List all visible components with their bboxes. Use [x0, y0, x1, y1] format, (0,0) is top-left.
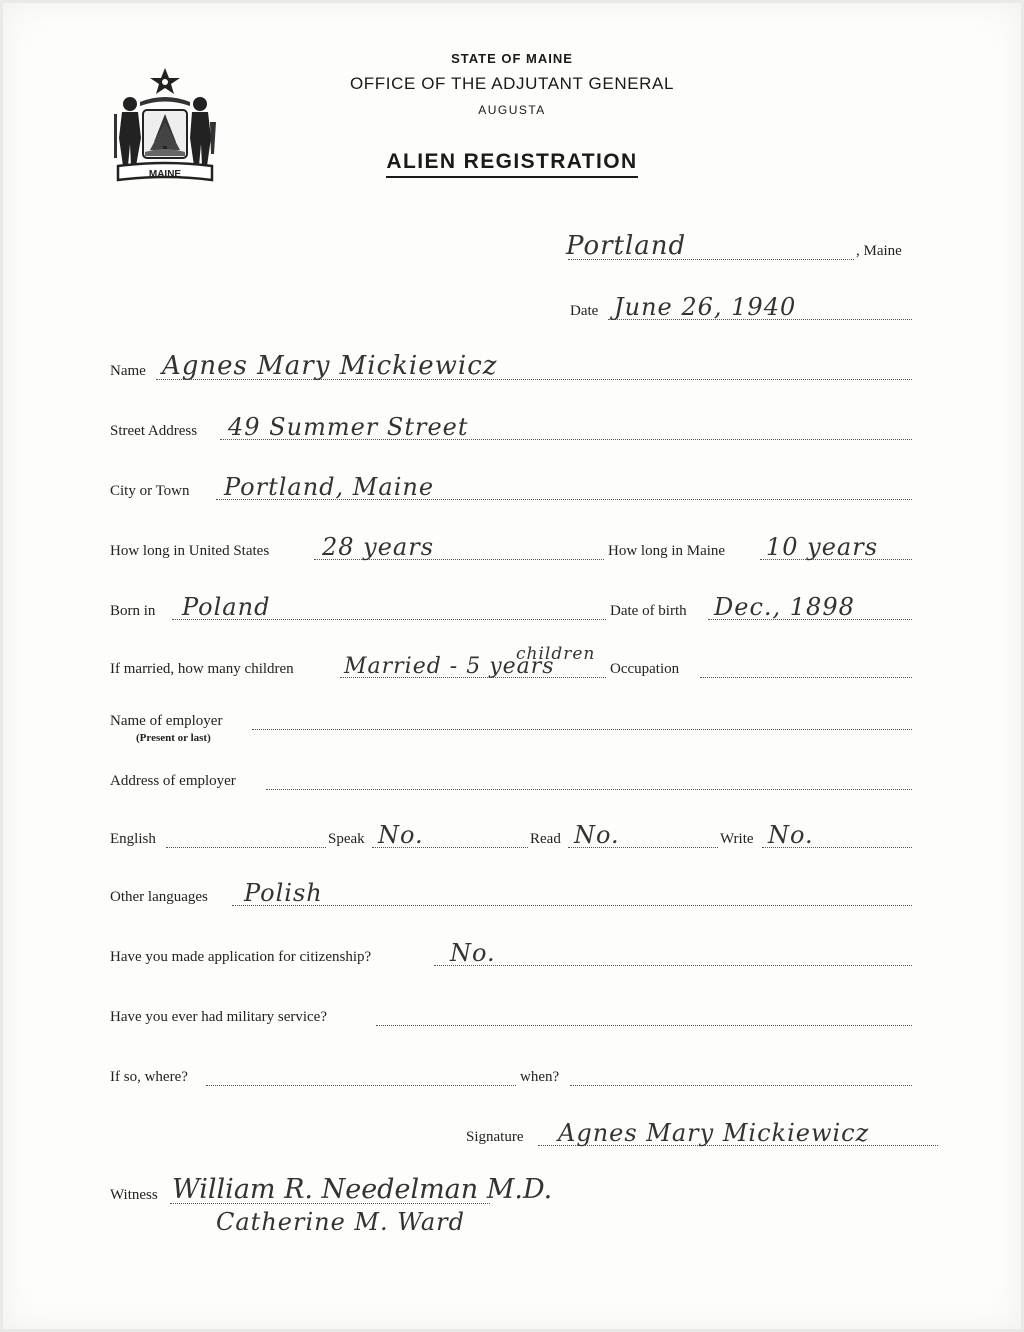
write-label: Write	[720, 831, 754, 847]
birth-row	[110, 593, 914, 626]
signature-value[interactable]: Agnes Mary Mickiewicz	[558, 1119, 870, 1147]
state-heading: STATE OF MAINE	[451, 51, 573, 66]
witness-signature-2[interactable]: Catherine M. Ward	[216, 1208, 465, 1236]
seal-scroll-text: MAINE	[148, 169, 182, 180]
citizenship-label: Have you made application for citizenship?	[110, 949, 372, 965]
place-row	[560, 231, 920, 266]
name-value[interactable]: Agnes Mary Mickiewicz	[162, 351, 498, 381]
date-value[interactable]: June 26, 1940	[614, 293, 797, 321]
english-label: English	[110, 831, 156, 847]
place-suffix: , Maine	[856, 243, 902, 259]
speak-value[interactable]: No.	[378, 821, 424, 849]
witness-label: Witness	[110, 1187, 158, 1203]
languages-row	[110, 879, 914, 912]
children-note[interactable]: children	[516, 644, 596, 664]
family-row	[110, 644, 914, 684]
office-heading: OFFICE OF THE ADJUTANT GENERAL	[349, 74, 675, 93]
born-value[interactable]: Poland	[182, 593, 271, 621]
employer-label: Name of employer	[110, 713, 223, 729]
signature-label: Signature	[466, 1129, 524, 1145]
maine-label: How long in Maine	[608, 543, 726, 559]
where-label: If so, where?	[110, 1069, 188, 1085]
languages-value[interactable]: Polish	[244, 879, 323, 907]
write-value[interactable]: No.	[768, 821, 814, 849]
speak-label: Speak	[328, 831, 365, 847]
residence-row	[110, 533, 914, 566]
read-label: Read	[530, 831, 561, 847]
maine-value[interactable]: 10 years	[766, 533, 879, 561]
service-place-row	[110, 1062, 914, 1092]
employer-address-row	[110, 766, 914, 796]
english-row	[110, 821, 914, 854]
military-label: Have you ever had military service?	[110, 1009, 327, 1025]
city-row	[110, 473, 914, 506]
witness-row	[110, 1174, 610, 1210]
us-label: How long in United States	[110, 543, 270, 559]
place-value[interactable]: Portland	[566, 231, 687, 261]
name-row	[110, 351, 914, 386]
dob-label: Date of birth	[610, 603, 687, 619]
city-heading: AUGUSTA	[478, 103, 546, 117]
form-title	[0, 150, 1024, 174]
employer-sublabel: (Present or last)	[136, 732, 211, 744]
street-value[interactable]: 49 Summer Street	[228, 413, 469, 441]
street-label: Street Address	[110, 423, 198, 439]
citizenship-value[interactable]: No.	[450, 939, 496, 967]
read-value[interactable]: No.	[574, 821, 620, 849]
city-value[interactable]: Portland, Maine	[224, 473, 435, 501]
when-label: when?	[520, 1069, 560, 1085]
date-row	[570, 293, 914, 326]
languages-label: Other languages	[110, 889, 208, 905]
dob-value[interactable]: Dec., 1898	[714, 593, 855, 621]
military-row	[110, 1002, 914, 1032]
children-label: If married, how many children	[110, 661, 294, 677]
employer-address-label: Address of employer	[110, 773, 236, 789]
us-value[interactable]: 28 years	[322, 533, 435, 561]
signature-row	[466, 1119, 946, 1152]
name-label: Name	[110, 363, 146, 379]
employer-row	[110, 706, 914, 736]
citizenship-row	[110, 939, 914, 972]
occupation-label: Occupation	[610, 661, 680, 677]
city-label: City or Town	[110, 483, 190, 499]
street-row	[110, 413, 914, 446]
children-value[interactable]: Married - 5 years	[344, 654, 555, 679]
born-label: Born in	[110, 603, 156, 619]
date-label: Date	[570, 303, 599, 319]
form-title-text: ALIEN REGISTRATION	[386, 150, 637, 178]
witness-signature-1[interactable]: William R. Needelman M.D.	[172, 1174, 553, 1205]
